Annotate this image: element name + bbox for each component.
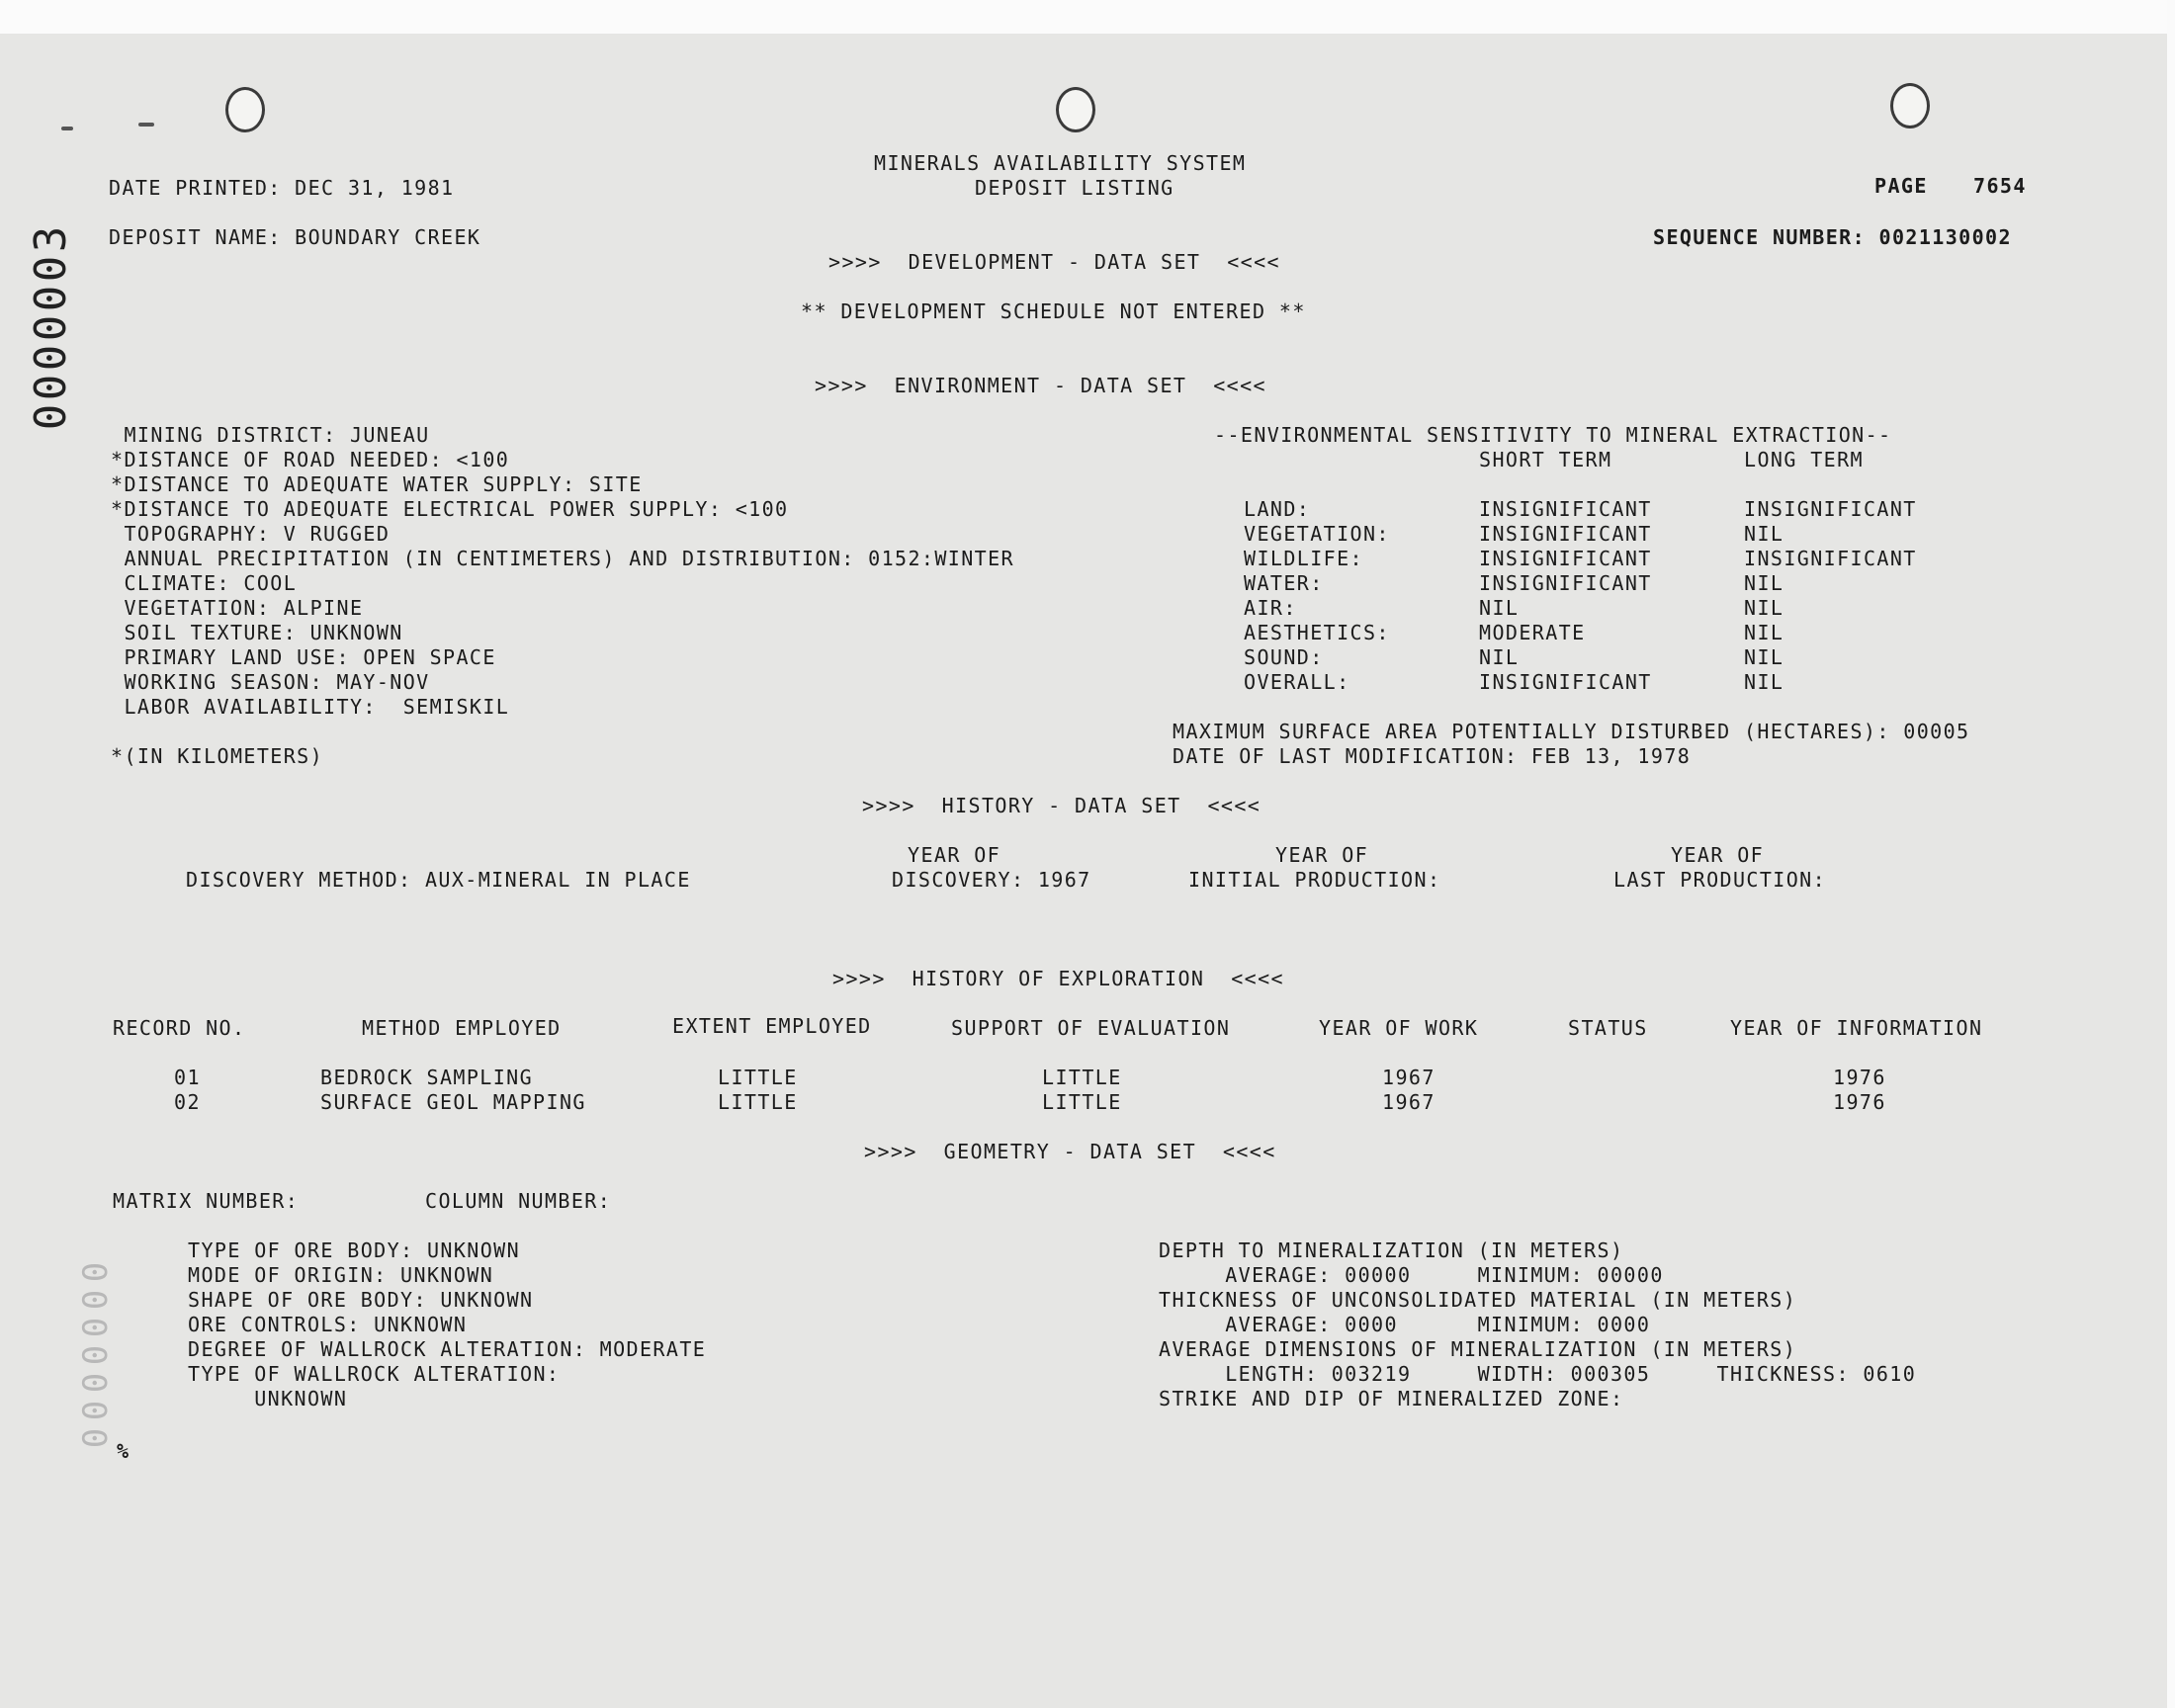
year-of-information: 1976 — [1833, 1090, 1886, 1114]
margin-ghost-number — [76, 1255, 117, 1473]
sensitivity-long: NIL — [1744, 645, 1784, 669]
punch-hole-right — [1890, 83, 1930, 128]
sensitivity-factor: SOUND: — [1244, 645, 1324, 669]
env-line: *DISTANCE TO ADEQUATE WATER SUPPLY: SITE — [111, 472, 643, 496]
column-header: EXTENT EMPLOYED — [672, 1014, 872, 1038]
env-line: SOIL TEXTURE: UNKNOWN — [111, 621, 403, 644]
sensitivity-long: NIL — [1744, 670, 1784, 694]
ghost-digit: 0 — [76, 1372, 116, 1394]
initial-production-year-label: YEAR OF — [1275, 843, 1369, 867]
ghost-digit: 0 — [76, 1289, 116, 1311]
scan-top-margin — [0, 0, 2175, 34]
development-heading: >>>> DEVELOPMENT - DATA SET <<<< — [828, 250, 1280, 274]
sensitivity-factor: OVERALL: — [1244, 670, 1350, 694]
geometry-line: SHAPE OF ORE BODY: UNKNOWN — [188, 1288, 534, 1312]
listing-title: DEPOSIT LISTING — [975, 176, 1174, 200]
sensitivity-factor: LAND: — [1244, 497, 1311, 521]
ghost-digit: 0 — [76, 1400, 116, 1421]
date-printed: DATE PRINTED: DEC 31, 1981 — [109, 176, 455, 200]
system-title: MINERALS AVAILABILITY SYSTEM — [874, 151, 1247, 175]
geometry-line: AVERAGE: 00000 MINIMUM: 00000 — [1159, 1263, 1664, 1287]
max-surface-area: MAXIMUM SURFACE AREA POTENTIALLY DISTURBED (HECTARES): 00005 — [1173, 720, 1970, 743]
env-line: VEGETATION: ALPINE — [111, 596, 364, 620]
percent-mark: % — [117, 1439, 130, 1463]
support-of-evaluation: LITTLE — [1042, 1090, 1122, 1114]
ghost-digit: 0 — [76, 1344, 116, 1366]
geometry-line: LENGTH: 003219 WIDTH: 000305 THICKNESS: 0610 — [1159, 1362, 1917, 1386]
sensitivity-long: INSIGNIFICANT — [1744, 497, 1917, 521]
geometry-line: DEGREE OF WALLROCK ALTERATION: MODERATE — [188, 1337, 707, 1361]
discovery-year: DISCOVERY: 1967 — [892, 868, 1091, 892]
sensitivity-factor: WATER: — [1244, 571, 1324, 595]
deposit-name: DEPOSIT NAME: BOUNDARY CREEK — [109, 225, 481, 249]
sensitivity-long: NIL — [1744, 571, 1784, 595]
support-of-evaluation: LITTLE — [1042, 1066, 1122, 1089]
sensitivity-short: NIL — [1479, 645, 1520, 669]
page-label: PAGE — [1874, 174, 1928, 198]
ghost-digit: 0 — [76, 1261, 116, 1283]
column-header: METHOD EMPLOYED — [362, 1016, 562, 1040]
record-number: 01 — [174, 1066, 201, 1089]
year-of-work: 1967 — [1382, 1090, 1436, 1114]
sensitivity-long: NIL — [1744, 621, 1784, 644]
geometry-heading: >>>> GEOMETRY - DATA SET <<<< — [864, 1140, 1276, 1163]
env-line: *DISTANCE TO ADEQUATE ELECTRICAL POWER SUPPLY: <100 — [111, 497, 789, 521]
exploration-heading: >>>> HISTORY OF EXPLORATION <<<< — [832, 967, 1284, 990]
sensitivity-short: NIL — [1479, 596, 1520, 620]
env-footnote: *(IN KILOMETERS) — [111, 744, 324, 768]
sensitivity-short: MODERATE — [1479, 621, 1586, 644]
last-modification: DATE OF LAST MODIFICATION: FEB 13, 1978 — [1173, 744, 1692, 768]
margin-mark — [138, 123, 154, 127]
sensitivity-factor: VEGETATION: — [1244, 522, 1390, 546]
column-header: YEAR OF WORK — [1319, 1016, 1479, 1040]
sensitivity-short: INSIGNIFICANT — [1479, 522, 1652, 546]
discovery-method: DISCOVERY METHOD: AUX-MINERAL IN PLACE — [186, 868, 691, 892]
env-line: LABOR AVAILABILITY: SEMISKIL — [111, 695, 510, 719]
year-of-information: 1976 — [1833, 1066, 1886, 1089]
method-employed: SURFACE GEOL MAPPING — [320, 1090, 586, 1114]
column-header: RECORD NO. — [113, 1016, 246, 1040]
geometry-line: TYPE OF ORE BODY: UNKNOWN — [188, 1238, 521, 1262]
sequence-number: SEQUENCE NUMBER: 0021130002 — [1653, 225, 2012, 249]
ledger-digit: 0 — [26, 374, 76, 401]
matrix-number: MATRIX NUMBER: — [113, 1189, 300, 1213]
env-line: CLIMATE: COOL — [111, 571, 298, 595]
sensitivity-long: NIL — [1744, 522, 1784, 546]
column-header: STATUS — [1568, 1016, 1648, 1040]
geometry-line: STRIKE AND DIP OF MINERALIZED ZONE: — [1159, 1387, 1624, 1410]
geometry-line: AVERAGE: 0000 MINIMUM: 0000 — [1159, 1313, 1651, 1336]
env-line: MINING DISTRICT: JUNEAU — [111, 423, 430, 447]
last-production: LAST PRODUCTION: — [1613, 868, 1827, 892]
ghost-digit: 0 — [76, 1317, 116, 1338]
env-line: TOPOGRAPHY: V RUGGED — [111, 522, 391, 546]
punch-hole-left — [225, 87, 265, 132]
extent-employed: LITTLE — [718, 1090, 798, 1114]
ledger-digit: 0 — [26, 255, 76, 283]
column-header: YEAR OF INFORMATION — [1730, 1016, 1983, 1040]
short-term-label: SHORT TERM — [1479, 448, 1612, 471]
sensitivity-long: INSIGNIFICANT — [1744, 547, 1917, 570]
geometry-line: DEPTH TO MINERALIZATION (IN METERS) — [1159, 1238, 1624, 1262]
page-number: 7654 — [1973, 174, 2027, 198]
sensitivity-factor: AESTHETICS: — [1244, 621, 1390, 644]
sensitivity-short: INSIGNIFICANT — [1479, 497, 1652, 521]
sensitivity-factor: AIR: — [1244, 596, 1297, 620]
geometry-line: THICKNESS OF UNCONSOLIDATED MATERIAL (IN METERS) — [1159, 1288, 1797, 1312]
geometry-line: MODE OF ORIGIN: UNKNOWN — [188, 1263, 494, 1287]
record-number: 02 — [174, 1090, 201, 1114]
sensitivity-short: INSIGNIFICANT — [1479, 571, 1652, 595]
long-term-label: LONG TERM — [1744, 448, 1864, 471]
ledger-digit: 3 — [26, 225, 76, 253]
margin-ledger-number — [26, 217, 77, 435]
punch-hole-center — [1056, 87, 1095, 132]
ghost-digit: 0 — [76, 1427, 116, 1449]
environment-heading: >>>> ENVIRONMENT - DATA SET <<<< — [815, 374, 1266, 397]
sensitivity-short: INSIGNIFICANT — [1479, 670, 1652, 694]
env-line: PRIMARY LAND USE: OPEN SPACE — [111, 645, 496, 669]
ledger-digit: 0 — [26, 314, 76, 342]
discovery-year-label: YEAR OF — [908, 843, 1001, 867]
development-notice: ** DEVELOPMENT SCHEDULE NOT ENTERED ** — [801, 299, 1306, 323]
geometry-line: UNKNOWN — [188, 1387, 348, 1410]
sensitivity-title: --ENVIRONMENTAL SENSITIVITY TO MINERAL EXTRACTION-- — [1214, 423, 1892, 447]
sensitivity-short: INSIGNIFICANT — [1479, 547, 1652, 570]
last-production-year-label: YEAR OF — [1671, 843, 1765, 867]
env-line: ANNUAL PRECIPITATION (IN CENTIMETERS) AND DISTRIBUTION: 0152:WINTER — [111, 547, 1014, 570]
ledger-digit: 0 — [26, 403, 76, 431]
sensitivity-factor: WILDLIFE: — [1244, 547, 1363, 570]
margin-mark — [61, 127, 73, 130]
ledger-digit: 0 — [26, 344, 76, 372]
history-heading: >>>> HISTORY - DATA SET <<<< — [862, 794, 1262, 817]
initial-production: INITIAL PRODUCTION: — [1188, 868, 1441, 892]
env-line: *DISTANCE OF ROAD NEEDED: <100 — [111, 448, 510, 471]
geometry-line: ORE CONTROLS: UNKNOWN — [188, 1313, 468, 1336]
geometry-line: TYPE OF WALLROCK ALTERATION: — [188, 1362, 561, 1386]
geometry-line: AVERAGE DIMENSIONS OF MINERALIZATION (IN METERS) — [1159, 1337, 1797, 1361]
column-header: SUPPORT OF EVALUATION — [951, 1016, 1231, 1040]
scan-right-margin — [2167, 0, 2175, 1708]
env-line: WORKING SEASON: MAY-NOV — [111, 670, 430, 694]
column-number: COLUMN NUMBER: — [425, 1189, 612, 1213]
method-employed: BEDROCK SAMPLING — [320, 1066, 534, 1089]
ledger-digit: 0 — [26, 285, 76, 312]
year-of-work: 1967 — [1382, 1066, 1436, 1089]
sensitivity-long: NIL — [1744, 596, 1784, 620]
extent-employed: LITTLE — [718, 1066, 798, 1089]
